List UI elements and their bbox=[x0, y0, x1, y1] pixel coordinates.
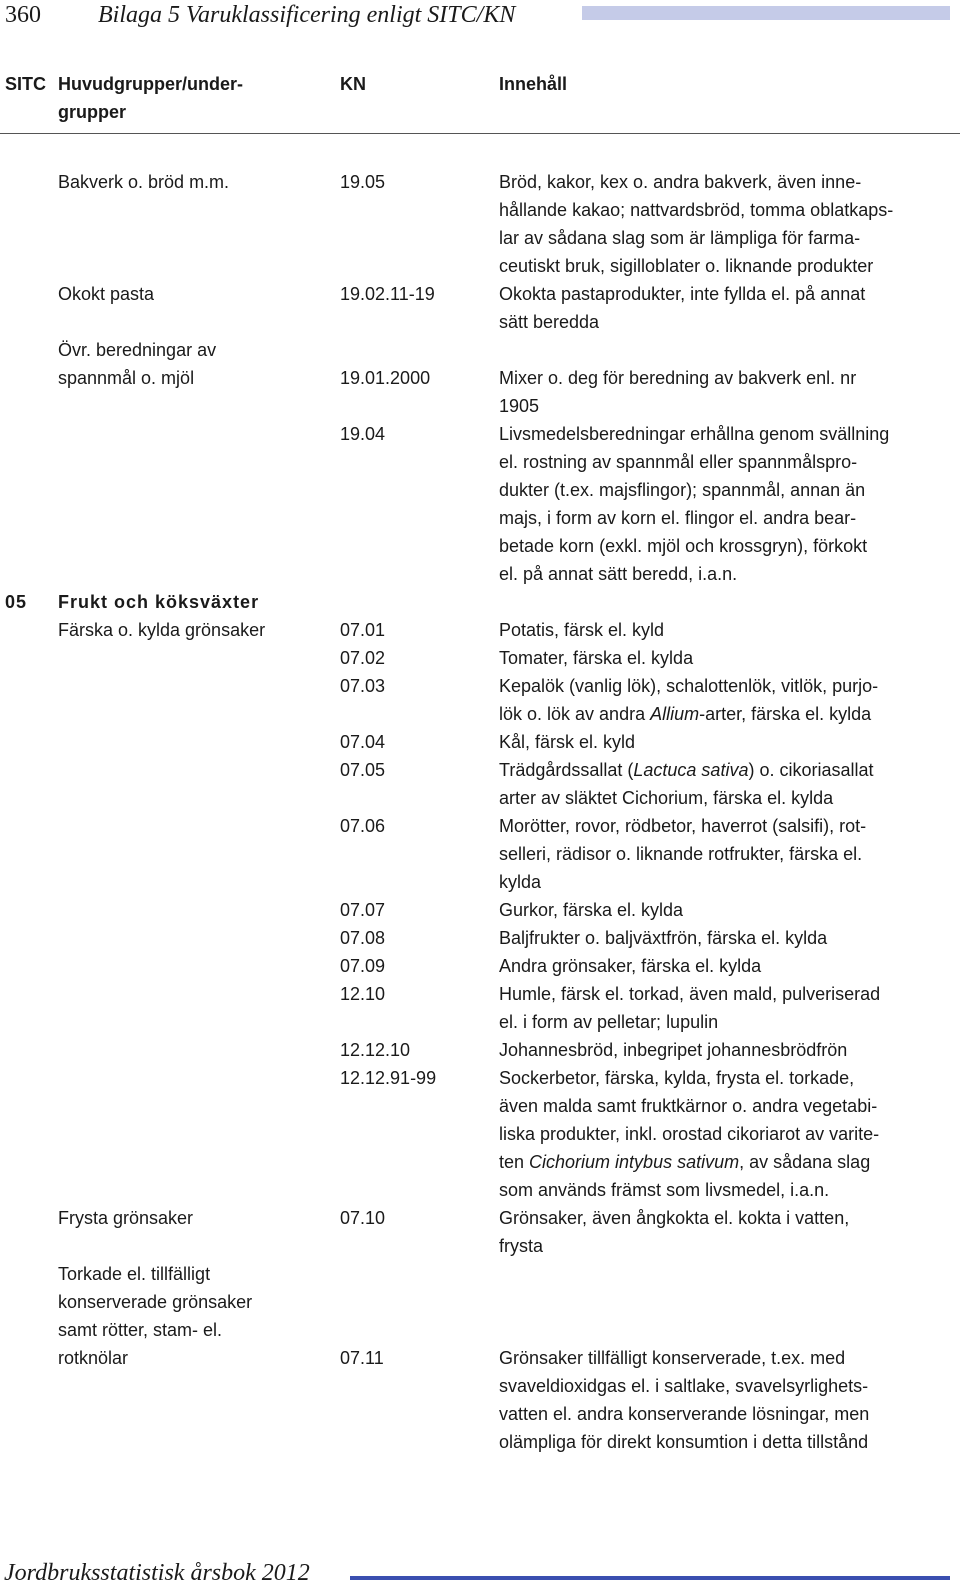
kn-code: 07.06 bbox=[340, 816, 386, 836]
group-name: Torkade el. tillfälligt konserverade grönsaker samt rötter, stam- el. bbox=[58, 1264, 253, 1340]
content-description: Johannesbröd, inbegripet johannesbrödfrön bbox=[499, 1040, 848, 1060]
content-description: Gurkor, färska el. kylda bbox=[499, 900, 684, 920]
content-description: Grönsaker tillfälligt konserverade, t.ex. med svaveldioxidgas el. i saltlake, svavelsyrlighets- vatten el. andra konserverande lösningar, men olämpliga för direkt konsumtion i detta tillstånd bbox=[499, 1348, 870, 1452]
table-row bbox=[0, 896, 960, 924]
header-title: Bilaga 5 Varuklassificering enligt SITC/KN bbox=[98, 2, 516, 28]
table-row bbox=[0, 168, 960, 280]
kn-code: 12.12.10 bbox=[340, 1040, 411, 1060]
column-header-sitc: SITC bbox=[5, 74, 47, 94]
table-row bbox=[0, 1036, 960, 1064]
kn-code: 07.07 bbox=[340, 900, 386, 920]
table-row bbox=[0, 1260, 960, 1344]
content-description bbox=[499, 336, 939, 364]
table-row bbox=[0, 1064, 960, 1204]
sitc-code: 05 bbox=[5, 592, 28, 612]
group-name: Övr. beredningar av bbox=[58, 340, 217, 360]
table-row bbox=[0, 756, 960, 812]
table-row bbox=[0, 616, 960, 644]
kn-code: 07.05 bbox=[340, 760, 386, 780]
content-description: Tomater, färska el. kylda bbox=[499, 648, 694, 668]
group-name: spannmål o. mjöl bbox=[58, 368, 195, 388]
content-description: Andra grönsaker, färska el. kylda bbox=[499, 956, 762, 976]
table-row bbox=[0, 812, 960, 896]
table-row bbox=[0, 1204, 960, 1260]
kn-code: 12.12.91-99 bbox=[340, 1068, 437, 1088]
content-description: Kepalök (vanlig lök), schalottenlök, vitlök, purjo- lök o. lök av andra Allium-arter, färska el. kylda bbox=[499, 676, 879, 724]
content-description: Baljfrukter o. baljväxtfrön, färska el. kylda bbox=[499, 928, 828, 948]
group-name: Färska o. kylda grönsaker bbox=[58, 620, 266, 640]
column-header-kn: KN bbox=[340, 74, 366, 94]
content-description bbox=[499, 1260, 939, 1344]
table-row bbox=[0, 364, 960, 420]
table-row bbox=[0, 728, 960, 756]
kn-code: 07.01 bbox=[340, 620, 386, 640]
kn-code: 07.11 bbox=[340, 1348, 384, 1368]
page-number: 360 bbox=[5, 2, 41, 28]
content-description: Livsmedelsberedningar erhållna genom svällning el. rostning av spannmål eller spannmålspro- dukter (t.ex. majsflingor); spannmål, annan än majs, i form av korn el. flingor el. andra bear- betade korn (exkl. mjöl och krossgryn), förkokt el. på annat sätt beredd, i.a.n. bbox=[499, 424, 890, 584]
table-row bbox=[0, 644, 960, 672]
column-header-content: Innehåll bbox=[499, 74, 568, 94]
content-description: Mixer o. deg för beredning av bakverk enl. nr 1905 bbox=[499, 368, 857, 416]
content-description: Grönsaker, även ångkokta el. kokta i vatten, frysta bbox=[499, 1208, 850, 1256]
kn-code: 12.10 bbox=[340, 984, 386, 1004]
kn-code: 07.10 bbox=[340, 1208, 386, 1228]
kn-code: 07.04 bbox=[340, 732, 386, 752]
kn-code: 19.04 bbox=[340, 424, 386, 444]
kn-code: 19.01.2000 bbox=[340, 368, 431, 388]
content-description: Sockerbetor, färska, kylda, frysta el. torkade, även malda samt fruktkärnor o. andra vegetabi- liska produkter, inkl. orostad cikoriarot av varite- ten Cichorium intybus sativum, av sådana slag som används främst som livsmedel, i.a.n. bbox=[499, 1068, 880, 1200]
header-accent-bar bbox=[582, 6, 950, 20]
kn-code: 19.05 bbox=[340, 172, 386, 192]
footer-title: Jordbruksstatistisk årsbok 2012 bbox=[4, 1560, 310, 1586]
content-description: Kål, färsk el. kyld bbox=[499, 732, 636, 752]
group-name: Bakverk o. bröd m.m. bbox=[58, 172, 230, 192]
kn-code: 07.02 bbox=[340, 648, 386, 668]
table-row bbox=[0, 1344, 960, 1456]
footer-accent-bar bbox=[350, 1576, 950, 1580]
table-row bbox=[0, 952, 960, 980]
kn-code: 07.03 bbox=[340, 676, 386, 696]
table-row bbox=[0, 420, 960, 588]
section-heading-row bbox=[0, 588, 960, 616]
table-row bbox=[0, 280, 960, 336]
content-description: Potatis, färsk el. kyld bbox=[499, 620, 665, 640]
group-name: Frysta grönsaker bbox=[58, 1208, 194, 1228]
group-name: Frukt och köksväxter bbox=[58, 592, 260, 612]
content-description: Trädgårdssallat (Lactuca sativa) o. cikoriasallat arter av släktet Cichorium, färska el. kylda bbox=[499, 760, 874, 808]
group-name: rotknölar bbox=[58, 1348, 129, 1368]
kn-code: 07.09 bbox=[340, 956, 386, 976]
table-row bbox=[0, 336, 960, 364]
group-name: Okokt pasta bbox=[58, 284, 155, 304]
classification-table bbox=[0, 168, 960, 1456]
page-header bbox=[0, 0, 960, 40]
kn-code: 07.08 bbox=[340, 928, 386, 948]
content-description: Okokta pastaprodukter, inte fyllda el. på annat sätt beredda bbox=[499, 284, 866, 332]
column-header-group: Huvudgrupper/under- bbox=[58, 74, 243, 94]
table-row bbox=[0, 924, 960, 952]
kn-code: 19.02.11-19 bbox=[340, 284, 435, 304]
content-description bbox=[499, 588, 939, 616]
table-row bbox=[0, 980, 960, 1036]
table-row bbox=[0, 672, 960, 728]
header-rule bbox=[0, 133, 960, 134]
content-description: Humle, färsk el. torkad, även mald, pulveriserad el. i form av pelletar; lupulin bbox=[499, 984, 881, 1032]
content-description: Morötter, rovor, rödbetor, haverrot (salsifi), rot- selleri, rädisor o. liknande rotfrukter, färska el. kylda bbox=[499, 816, 867, 892]
column-header-group-line2: grupper bbox=[58, 102, 127, 122]
content-description: Bröd, kakor, kex o. andra bakverk, även inne- hållande kakao; nattvardsbröd, tomma oblatkaps- lar av sådana slag som är lämpliga för farma- ceutiskt bruk, sigilloblater o. liknande produkter bbox=[499, 172, 894, 276]
